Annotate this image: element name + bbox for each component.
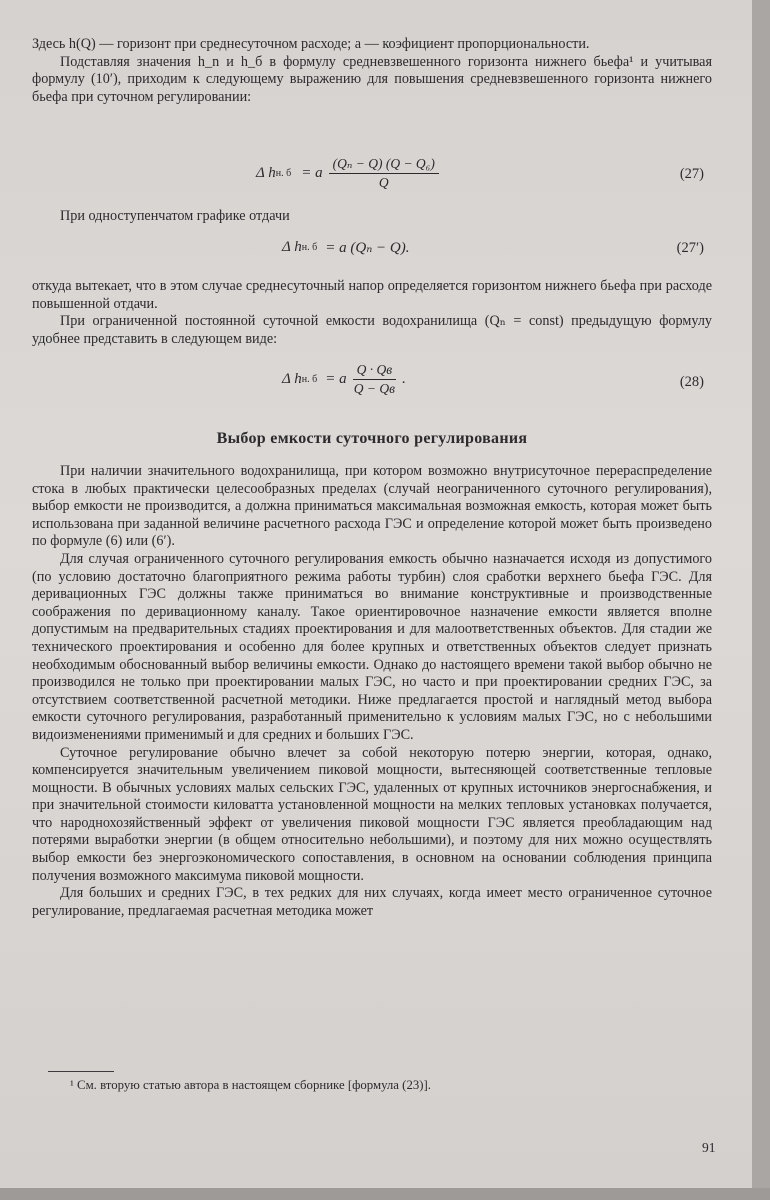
formula-28 [32,362,712,412]
page-number: 91 [702,1140,716,1155]
formula-27-number: (27) [679,166,704,182]
formula-28-period: . [402,371,406,387]
formula-28-number: (28) [679,374,704,390]
top-text-block [32,36,712,106]
paragraph-energy-loss: Суточное регулирование обычно влечет за собой некоторую потерю энергии, которая, однако, компенсируется значительным увеличением пиковой мощности, вытесняющей соответственные тепловые мощности. В обычных условиях малых сельских ГЭС, удаленных от крупных источников энергоснабжения, и при значительной стоимости киловатта установленной мощности на мелких тепловых установках получается, что народнохозяйственный эффект от увеличения пиковой мощности ГЭС является преобладающим над потерями выработки энергии (в общем относительно небольшими), и поэтому для них можно осуществлять выбор емкости без энергоэкономического сопоставления, в основном на основании соблюдения принципа получения возможного максимума пиковой мощности. [32,744,712,884]
formula-28-numerator: Q · Qв [353,362,396,380]
formula-27-equals: = a [301,165,323,181]
formula-27-fraction [329,156,439,191]
paragraph-definition: Здесь h(Q) — горизонт при среднесуточном расходе; a — коэфициент пропорциональности. [32,36,590,52]
footnote: ¹ См. вторую статью автора в настоящем сборнике [формула (23)]. [70,1078,431,1092]
formula-28-denominator: Q − Qв [353,381,395,396]
formula-27b-lhs-subscript: н. б [301,242,318,253]
formula-27-denominator: Q [378,175,389,190]
paragraph-substitution: Подставляя значения h_n и h_б в формулу средневзвешенного горизонта нижнего бьефа¹ и учитывая формулу (10′), приходим к следующему выражению для повышения средневзвешенного горизонта нижнего бьефа при суточном регулировании: [32,53,712,105]
formula-27-lhs: Δ h [256,165,276,181]
formula-27b-number: (27′) [676,240,704,256]
formula-27-expression [256,156,445,191]
formula-27-lhs-subscript: н. б [275,168,292,179]
formula-28-equals: = a [325,371,347,387]
formula-27-numerator: (Qₙ − Q) (Q − Q₆) [329,156,439,174]
footnote-divider [48,1071,114,1072]
paragraph-large-plants: Для больших и средних ГЭС, в тех редких для них случаях, когда имеет место ограниченное суточное регулирование, предлагаемая расчетная методика может [32,885,712,919]
step-text [32,208,712,226]
formula-28-expression [282,362,406,397]
formula-27b-rhs: = a (Qₙ − Q). [325,240,410,256]
section-heading: Выбор емкости суточного регулирования [216,430,528,447]
formula-28-lhs: Δ h [282,371,302,387]
paragraph-limited-regulation: Для случая ограниченного суточного регулирования емкость обычно назначается исходя из допустимого (по условию достаточно благоприятного режима работы турбин) слоя сработки верхнего бьефа ГЭС. Для деривационных ГЭС должны также приниматься во внимание конструктивные и производственные соображения по деривационному каналу. Такое ориентировочное назначение емкости является вполне допустимым на предварительных стадиях проектирования и для малоответственных объектов. Для стадии же технического проектирования и особенно для более крупных и ответственных объектов следует признать необходимым обоснованный выбор величины емкости. Однако до настоящего времени такой выбор обычно не производился не только при проектировании малых ГЭС, но часто и при проектировании средних ГЭС, за отсутствием соответственной расчетной методики. Ниже предлагается простой и наглядный метод выбора емкости суточного регулирования, разработанный применительно к условиям малых ГЭС, но с небольшими видоизменениями применимый и для средних и больших ГЭС. [32,550,712,743]
body-text-block [32,463,712,920]
paragraph-step-graph: При одноступенчатом графике отдачи [60,208,290,224]
middle-text-block [32,278,712,348]
paragraph-consequence: откуда вытекает, что в этом случае среднесуточный напор определяется горизонтом нижнего бьефа при расходе повышенной отдачи. [32,278,712,312]
formula-28-lhs-subscript: н. б [301,374,318,385]
formula-28-fraction [353,362,396,397]
formula-27b-expression [282,238,409,257]
formula-27 [32,156,712,206]
paragraph-unlimited-regulation: При наличии значительного водохранилища, при котором возможно внутрисуточное перераспределение стока в любых практически целесообразных пределах (случай неограниченного суточного регулирования), выбор емкости не производится, а должна приниматься максимальная возможная емкость, которая может быть использована при заданной величине расчетного расхода ГЭС и определение которой может быть произведено по формуле (6) или (6′). [32,463,712,550]
formula-27b-lhs: Δ h [282,239,302,255]
paragraph-limited-capacity: При ограниченной постоянной суточной емкости водохранилища (Qₙ = const) предыдущую формулу удобнее представить в следующем виде: [32,313,712,347]
page-bottom-edge [0,1188,770,1200]
